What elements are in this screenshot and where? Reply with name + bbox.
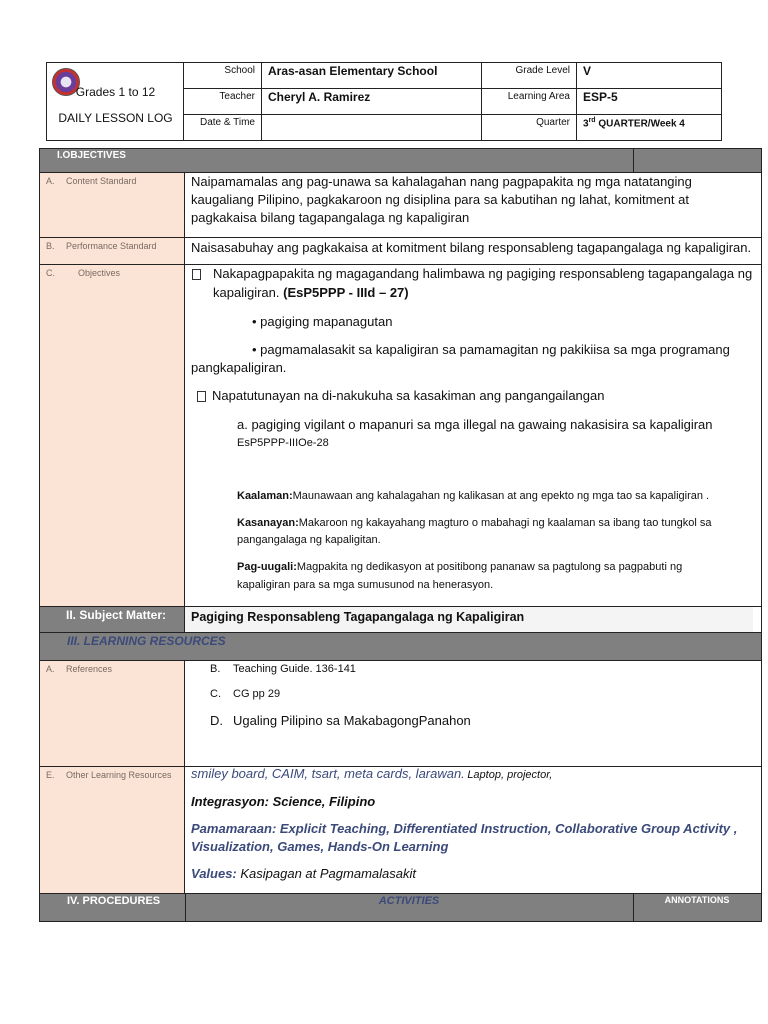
subject-matter-row	[39, 607, 762, 633]
date-time-value	[262, 115, 482, 141]
objective-2a: a. pagiging vigilant o mapanuri sa mga illegal na gawaing nakasisira sa kapaligiran	[237, 417, 713, 432]
kasanayan: Kasanayan:Makaroon ng kakayahang magturo o mabahagi ng kaalaman sa ibang tao tungkol sa	[237, 517, 712, 529]
content-standard-text: Naipamamalas ang pag-unawa sa kahalagahan nang pagpapakita ng mga natatanging kaugaliang Pilipino, pagkakaroon ng disiplina para sa kabutihan ng lahat, komitment at pagkakaisa bilang tagapangalaga ng kapaligiran	[191, 174, 692, 225]
bullet-pagmamalasakit: • pagmamalasakit sa kapaligiran sa pamamagitan ng pakikiisa sa mga programang	[252, 342, 730, 357]
daily-lesson-log-title: DAILY LESSON LOG	[58, 111, 173, 125]
quarter-value: 3rd QUARTER/Week 4	[583, 117, 685, 130]
bullet-mapanagutan: • pagiging mapanagutan	[252, 314, 393, 329]
reference-item: D. Ugaling Pilipino sa MakabagongPanahon	[210, 713, 471, 728]
objective-1-line2: kapaligiran. (EsP5PPP - IIId – 27)	[213, 285, 409, 300]
objectives-row: C. Objectives Nakapagpapakita ng magagandang halimbawa ng pagiging responsableng tagapangalaga ng kapaligiran. (EsP5PPP - IIId – 27) • pagiging mapanagutan • pagmamalasakit sa kapaligiran sa pamamagitan ng pakikiisa sa mga programang pangkapaligiran. Napatutunayan na di-nakukuha sa kasakiman ang pangangailangan a. pagiging vigilant o mapanuri sa mga illegal na gawaing nakasisira sa kapaligiran EsP5PPP-IIIOe-28 Kaalaman:Maunawaan ang kahalagahan ng kalikasan at ang epekto ng mga tao sa kapaligiran . Kasanayan:Makaroon ng kakayahang magturo o mabahagi ng kaalaman sa ibang tao tungkol sa pangangalaga ng kapaligitan. Pag-uugali:Magpakita ng dedikasyon at positibong pananaw sa pagtulong sa pagpabuti ng kapaligiran para sa mga sumusunod na henerasyon.	[39, 265, 762, 607]
grades-label: Grades 1 to 12	[75, 85, 156, 99]
header-table	[46, 62, 722, 141]
content-standard-row	[39, 173, 762, 238]
header-title-cell	[47, 63, 184, 141]
learning-area-value: ESP-5	[577, 89, 722, 115]
performance-standard-text: Naisasabuhay ang pagkakaisa at komitment bilang responsableng tagapangalaga ng kapaligiran.	[191, 240, 752, 255]
pamamaraan: Pamamaraan: Explicit Teaching, Differentiated Instruction, Collaborative Group Activity ,	[191, 821, 738, 836]
date-time-label: Date & Time	[184, 115, 262, 141]
objectives-label: C. Objectives	[40, 265, 185, 606]
objective-2a-code: EsP5PPP-IIIOe-28	[237, 437, 329, 449]
reference-item: C. CG pp 29	[210, 688, 281, 700]
performance-standard-row	[39, 238, 762, 265]
kaalaman: Kaalaman:Maunawaan ang kahalagahan ng kalikasan at ang epekto ng mga tao sa kapaligiran .	[237, 490, 710, 502]
paguugali: Pag-uugali:Magpakita ng dedikasyon at positibong pananaw sa pagtulong sa pagpabuti ng	[237, 561, 683, 573]
school-label: School	[184, 63, 262, 89]
procedures-label: IV. PROCEDURES	[67, 895, 161, 907]
learning-area-label: Learning Area	[482, 89, 577, 115]
activities-heading: ACTIVITIES	[378, 895, 440, 907]
checkbox-icon	[192, 269, 201, 280]
grade-level-value: V	[577, 63, 722, 89]
teacher-label: Teacher	[184, 89, 262, 115]
reference-item: B. Teaching Guide. 136-141	[210, 663, 356, 675]
other-resources-label: E. Other Learning Resources	[40, 767, 185, 893]
checkbox-icon	[197, 391, 206, 402]
subject-matter-label: II. Subject Matter:	[66, 608, 167, 622]
procedures-heading-row	[39, 894, 762, 922]
heading-divider	[633, 149, 634, 172]
objective-2: Napatutunayan na di-nakukuha sa kasakiman ang pangangailangan	[212, 388, 605, 403]
references-row	[39, 661, 762, 767]
content-standard-label: A. Content Standard	[40, 173, 185, 237]
references-label: A. References	[40, 661, 185, 766]
learning-resources-heading-row	[39, 633, 762, 661]
learning-resources-heading: III. LEARNING RESOURCES	[67, 634, 226, 648]
objectives-heading: I.OBJECTIVES	[57, 150, 126, 161]
objective-1-line1: Nakapagpapakita ng magagandang halimbawa ng pagiging responsableng tagapangalaga ng	[213, 266, 753, 281]
subject-matter-value: Pagiging Responsableng Tagapangalaga ng Kapaligiran	[191, 610, 525, 624]
materials: smiley board, CAIM, tsart, meta cards, larawan. Laptop, projector,	[191, 766, 553, 781]
school-value: Aras-asan Elementary School	[262, 63, 482, 89]
quarter-label: Quarter	[482, 115, 577, 141]
other-resources-row: E. Other Learning Resources smiley board, CAIM, tsart, meta cards, larawan. Laptop, projector, Integrasyon: Science, Filipino Pamamaraan: Explicit Teaching, Differentiated Instruction, Collaborative Group Activity , Visualization, Games, Hands-On Learning Values: Kasipagan at Pagmamalasakit	[39, 767, 762, 894]
teacher-value: Cheryl A. Ramirez	[262, 89, 482, 115]
annotations-heading: ANNOTATIONS	[664, 895, 730, 905]
integrasyon: Integrasyon: Science, Filipino	[191, 794, 376, 809]
objectives-heading-row	[39, 148, 762, 173]
values: Values: Kasipagan at Pagmamalasakit	[191, 866, 416, 881]
performance-standard-label: B. Performance Standard	[40, 238, 185, 264]
grade-level-label: Grade Level	[482, 63, 577, 89]
